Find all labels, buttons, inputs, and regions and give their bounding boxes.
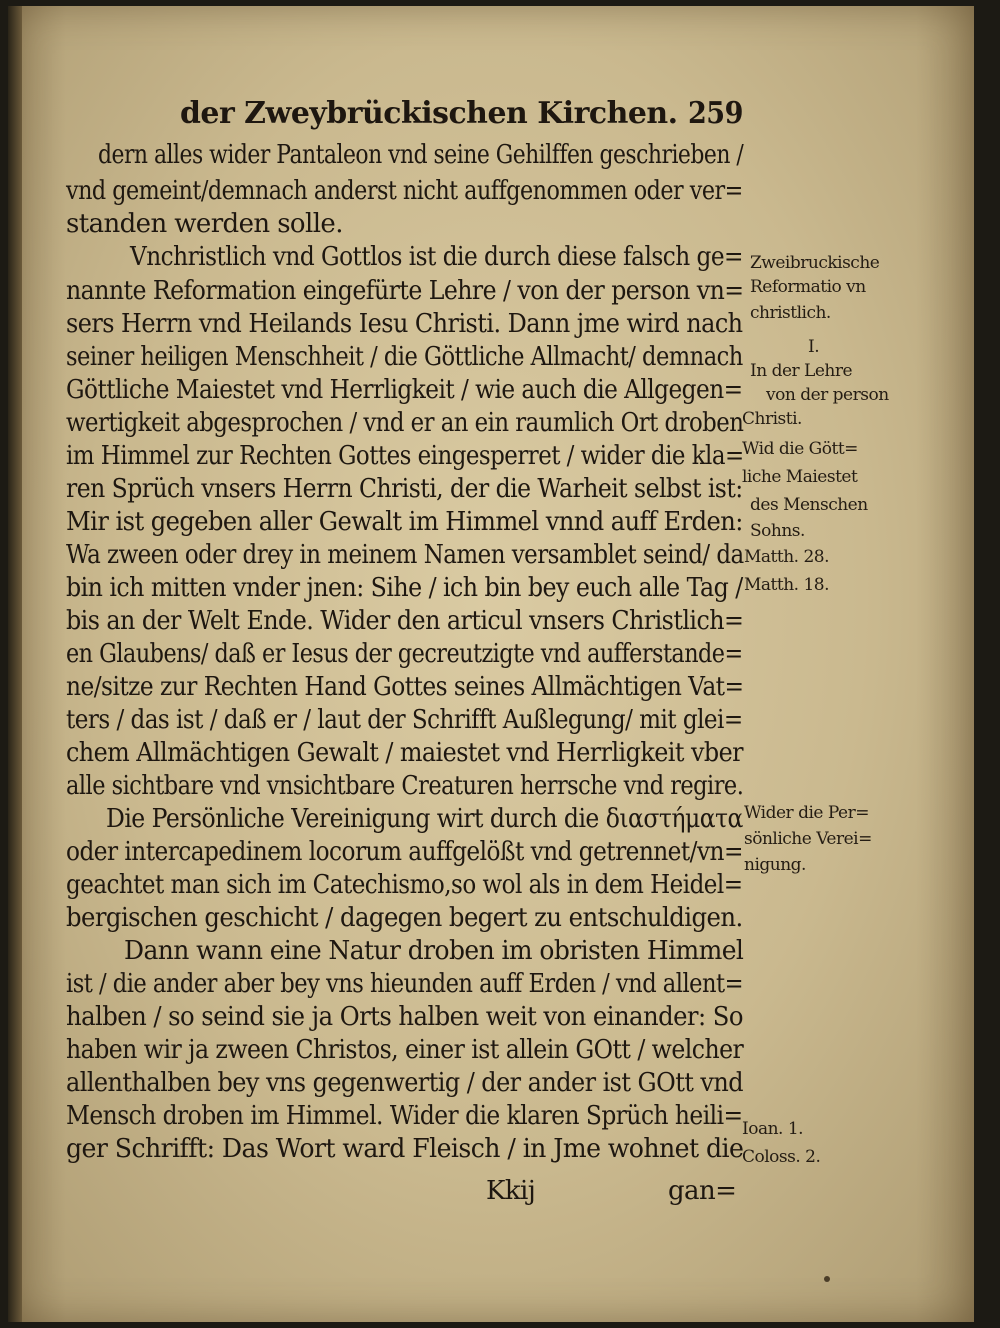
margin-note: Wider die Per= (744, 803, 869, 823)
signature-mark: Kkij (486, 1176, 536, 1206)
margin-note: In der Lehre (750, 361, 853, 381)
text-line: seiner heiligen Menschheit / die Göttliche Allmacht/ demnach (66, 342, 743, 372)
text-line: Mensch droben im Himmel. Wider die klaren Sprüch heili= (66, 1101, 743, 1131)
margin-note: Coloss. 2. (742, 1147, 821, 1167)
text-line: Mir ist gegeben aller Gewalt im Himmel vnnd auff Erden: (66, 507, 743, 537)
margin-note: Sohns. (750, 521, 805, 541)
margin-note: Wid die Gött= (742, 439, 858, 459)
text-line: nannte Reformation eingefürte Lehre / von der person vn= (66, 276, 744, 306)
text-line: ne/sitze zur Rechten Hand Gottes seines Allmächtigen Vat= (66, 672, 744, 702)
text-line: ren Sprüch vnsers Herrn Christi, der die Warheit selbst ist: (66, 474, 743, 504)
margin-note: des Menschen (750, 495, 868, 515)
page-number: 259 (688, 96, 743, 131)
margin-note: nigung. (744, 855, 806, 875)
text-line: allenthalben bey vns gegenwertig / der ander ist GOtt vnd (66, 1068, 744, 1098)
catchword: gan= (668, 1176, 737, 1206)
running-title: der Zweybrückischen Kirchen. (180, 96, 678, 131)
margin-note: von der person (766, 385, 889, 405)
margin-note: christlich. (750, 303, 831, 323)
text-line: sers Herrn vnd Heilands Iesu Christi. Dann jme wird nach (66, 309, 743, 339)
text-line: bergischen geschicht / dagegen begert zu entschuldigen. (66, 903, 743, 933)
text-line: Dann wann eine Natur droben im obristen Himmel (124, 936, 744, 966)
margin-note: Ioan. 1. (742, 1119, 804, 1139)
text-line: en Glaubens/ daß er Iesus der gecreutzigte vnd aufferstande= (66, 639, 743, 669)
page-gutter (8, 6, 22, 1322)
text-line: oder intercapedinem locorum auffgelößt vnd getrennet/vn= (66, 837, 743, 867)
margin-note: I. (808, 337, 820, 357)
text-line: Göttliche Maiestet vnd Herrligkeit / wie auch die Allgegen= (66, 375, 743, 405)
margin-note: liche Maiestet (742, 467, 858, 487)
text-line: bis an der Welt Ende. Wider den articul vnsers Christlich= (66, 606, 744, 636)
text-line: halben / so seind sie ja Orts halben weit von einander: So (66, 1002, 743, 1032)
text-line: Wa zween oder drey in meinem Namen versamblet seind/ da (66, 540, 744, 570)
text-line: Die Persönliche Vereinigung wirt durch die διαστήματα (106, 804, 743, 834)
book-page (8, 6, 974, 1322)
text-line: dern alles wider Pantaleon vnd seine Gehilffen geschrieben / (98, 140, 744, 170)
margin-note: Matth. 18. (744, 575, 829, 595)
text-line: haben wir ja zween Christos, einer ist allein GOtt / welcher (66, 1035, 744, 1065)
text-line: ger Schrifft: Das Wort ward Fleisch / in Jme wohnet die (66, 1134, 744, 1164)
margin-note: Zweibruckische (750, 253, 880, 273)
text-line: geachtet man sich im Catechismo,so wol als in dem Heidel= (66, 870, 743, 900)
ink-speck (824, 1276, 830, 1282)
text-line: vnd gemeint/demnach anderst nicht auffgenommen oder ver= (66, 176, 743, 206)
margin-note: Matth. 28. (744, 547, 829, 567)
text-line: bin ich mitten vnder jnen: Sihe / ich bin bey euch alle Tag / (66, 573, 743, 603)
margin-note: Reformatio vn (750, 277, 866, 297)
margin-note: Christi. (742, 409, 802, 429)
text-line: alle sichtbare vnd vnsichtbare Creaturen herrsche vnd regire. (66, 771, 744, 801)
text-line: chem Allmächtigen Gewalt / maiestet vnd Herrligkeit vber (66, 738, 743, 768)
text-line: wertigkeit abgesprochen / vnd er an ein raumlich Ort droben (66, 408, 744, 438)
text-line: ist / die ander aber bey vns hieunden auff Erden / vnd allent= (66, 969, 744, 999)
text-line: standen werden solle. (66, 209, 343, 239)
text-line: im Himmel zur Rechten Gottes eingesperret / wider die kla= (66, 441, 744, 471)
margin-note: sönliche Verei= (744, 829, 872, 849)
text-line: ters / das ist / daß er / laut der Schrifft Außlegung/ mit glei= (66, 705, 743, 735)
text-line: Vnchristlich vnd Gottlos ist die durch diese falsch ge= (130, 242, 744, 272)
